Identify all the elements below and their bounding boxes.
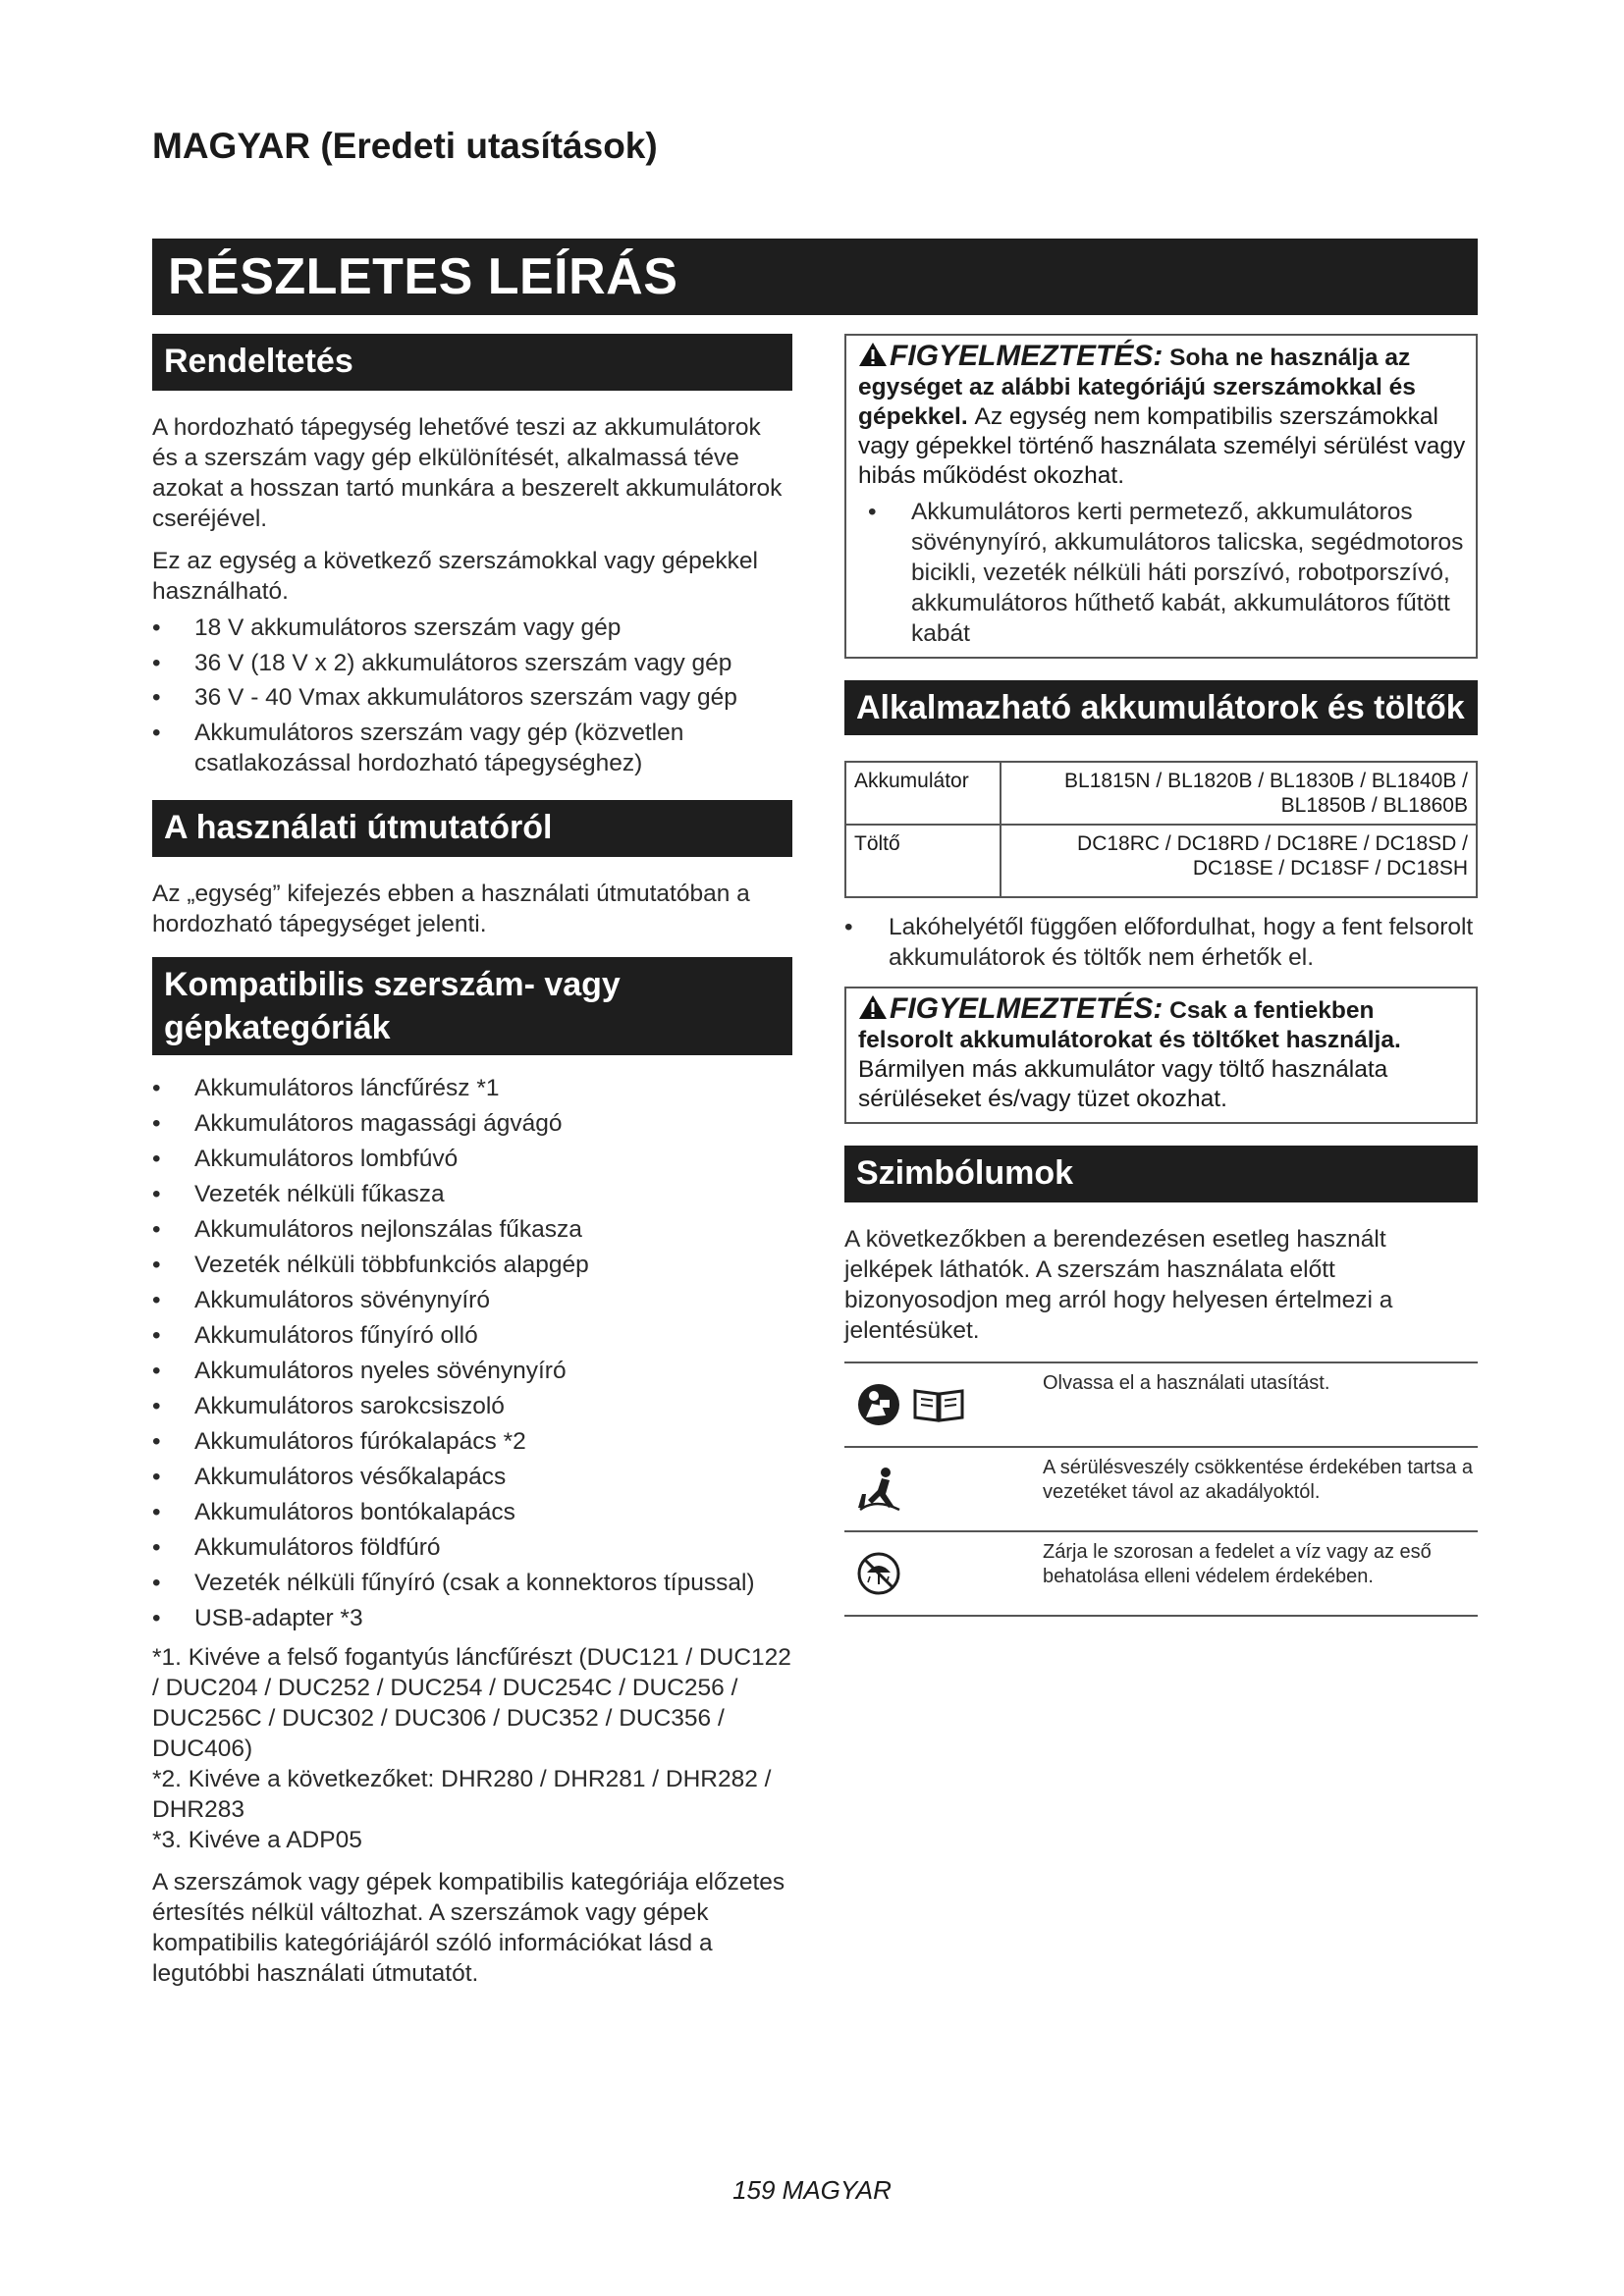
usable-tools-list bbox=[152, 613, 792, 778]
symbol-description: Olvassa el a használati utasítást. bbox=[1043, 1372, 1330, 1394]
warning-triangle-icon bbox=[858, 994, 888, 1020]
table-row bbox=[845, 762, 1477, 825]
page-language-title: MAGYAR (Eredeti utasítások) bbox=[152, 126, 658, 166]
list-item: • Akkumulátoros láncfűrész *1 bbox=[152, 1075, 500, 1102]
symbols-table bbox=[844, 1362, 1478, 1617]
symbol-icon-cell bbox=[844, 1448, 1043, 1530]
section-heading-utmutato: A használati útmutatóról bbox=[152, 800, 792, 857]
symbol-description: A sérülésveszély csökkentése érdekében tartsa a vezetéket távol az akadályoktól. bbox=[1043, 1457, 1474, 1503]
list-item: • Akkumulátoros vésőkalapács bbox=[152, 1464, 507, 1491]
rendeltetes-paragraph-1: A hordozható tápegység lehetővé teszi az akkumulátorok és a szerszám vagy gép elkülönítését, alkalmassá téve azokat a hosszan tartó munkára a beszerelt akkumulátorok cseréjével. bbox=[152, 414, 783, 532]
section-heading-rendeltetes: Rendeltetés bbox=[152, 334, 792, 391]
rendeltetes-paragraph-2: Ez az egység a következő szerszámokkal vagy gépekkel használható. bbox=[152, 548, 758, 605]
symbol-icon-cell bbox=[844, 1363, 1043, 1446]
list-item: • Akkumulátoros magassági ágvágó bbox=[152, 1110, 563, 1138]
footnote-2: *2. Kivéve a következőket: DHR280 / DHR281 / DHR282 / DHR283 bbox=[152, 1766, 772, 1824]
warning-label: FIGYELMEZTETÉS: bbox=[890, 992, 1164, 1025]
trip-hazard-icon bbox=[856, 1465, 901, 1514]
list-item: • Akkumulátoros sarokcsiszoló bbox=[152, 1393, 505, 1420]
table-cell-value: BL1815N / BL1820B / BL1830B / BL1840B / BL1850B / BL1860B bbox=[1001, 762, 1477, 825]
right-column bbox=[844, 334, 1478, 1617]
warning-heading bbox=[858, 342, 1466, 491]
list-item: • USB-adapter *3 bbox=[152, 1605, 363, 1632]
table-cell-label: Töltő bbox=[845, 825, 1001, 897]
list-item: • Akkumulátoros bontókalapács bbox=[152, 1499, 515, 1526]
table-row bbox=[844, 1532, 1478, 1617]
symbol-icon-cell bbox=[844, 1532, 1043, 1615]
table-cell-label: Akkumulátor bbox=[845, 762, 1001, 825]
list-item: • Akkumulátoros kerti permetező, akkumulátoros sövénynyíró, akkumulátoros talicska, segédmotoros bicikli, vezeték nélküli háti porszívó, robotporszívó, akkumulátoros hűthető kabát, akkumulátoros fűtött kabát bbox=[868, 499, 1464, 647]
list-item: • Vezeték nélküli fűkasza bbox=[152, 1181, 445, 1208]
no-rain-icon bbox=[856, 1551, 901, 1596]
page-number: 159 MAGYAR bbox=[732, 2175, 892, 2205]
read-manual-icon bbox=[856, 1382, 901, 1427]
availability-note-list bbox=[844, 912, 1478, 973]
symbols-intro: A következőkben a berendezésen esetleg használt jelképek láthatók. A szerszám használata előtt bizonyosodjon meg arról hogy helyesen értelmezi a jelentésüket. bbox=[844, 1226, 1393, 1344]
warning-triangle-icon bbox=[858, 342, 888, 367]
footnote-3: *3. Kivéve a ADP05 bbox=[152, 1827, 362, 1854]
list-item: • 18 V akkumulátoros szerszám vagy gép bbox=[152, 614, 622, 641]
list-item: • Vezeték nélküli fűnyíró (csak a konnektoros típussal) bbox=[152, 1570, 755, 1597]
open-book-icon bbox=[911, 1385, 966, 1424]
section-heading-kompatibilis: Kompatibilis szerszám- vagy gépkategóriák bbox=[152, 957, 792, 1055]
section-heading-akkumulatorok: Alkalmazható akkumulátorok és töltők bbox=[844, 680, 1478, 735]
list-item: • Akkumulátoros földfúró bbox=[152, 1534, 441, 1562]
warning-box-incompatible bbox=[844, 334, 1478, 659]
list-item: • Akkumulátoros sövénynyíró bbox=[152, 1287, 490, 1314]
symbol-description: Zárja le szorosan a fedelet a víz vagy az eső behatolása elleni védelem érdekében. bbox=[1043, 1541, 1432, 1587]
table-cell-value: DC18RC / DC18RD / DC18RE / DC18SD / DC18SE / DC18SF / DC18SH bbox=[1001, 825, 1477, 897]
main-banner-title: RÉSZLETES LEÍRÁS bbox=[152, 239, 1478, 315]
battery-charger-table bbox=[844, 761, 1478, 898]
compatible-tools-list bbox=[152, 1073, 792, 1633]
list-item: • Akkumulátoros fúrókalapács *2 bbox=[152, 1428, 526, 1456]
list-item: • Akkumulátoros nejlonszálas fűkasza bbox=[152, 1216, 582, 1244]
warning-bold-text: Csak a fentiekben felsorolt akkumulátorokat és töltőket használja. bbox=[858, 997, 1401, 1053]
warning-box-batteries bbox=[844, 987, 1478, 1124]
list-item: • Lakóhelyétől függően előfordulhat, hogy a fent felsorolt akkumulátorok és töltők nem érhetők el. bbox=[844, 914, 1474, 971]
list-item: • Akkumulátoros lombfúvó bbox=[152, 1146, 459, 1173]
list-item: • 36 V - 40 Vmax akkumulátoros szerszám vagy gép bbox=[152, 684, 737, 712]
table-row bbox=[844, 1363, 1478, 1448]
warning-text: Az egység nem kompatibilis szerszámokkal vagy gépekkel történő használata személyi sérülést vagy hibás működést okozhat. bbox=[858, 403, 1466, 489]
list-item: • 36 V (18 V x 2) akkumulátoros szerszám vagy gép bbox=[152, 649, 732, 676]
list-item: • Akkumulátoros szerszám vagy gép (közvetlen csatlakozással hordozható tápegységhez) bbox=[152, 719, 684, 776]
warning-label: FIGYELMEZTETÉS: bbox=[890, 340, 1164, 372]
footnote-1: *1. Kivéve a felső fogantyús láncfűrészt (DUC121 / DUC122 / DUC204 / DUC252 / DUC254 / DUC254C / DUC256 / DUC256C / DUC302 / DUC306 / DUC352 / DUC356 / DUC406) bbox=[152, 1644, 791, 1763]
compatibility-notice: A szerszámok vagy gépek kompatibilis kategóriája előzetes értesítés nélkül változhat. A szerszámok vagy gépek kompatibilis kategóriájáról szóló információkat lásd a legutóbbi használati útmutatót. bbox=[152, 1869, 785, 1988]
table-row bbox=[845, 825, 1477, 897]
list-item: • Akkumulátoros fűnyíró olló bbox=[152, 1322, 478, 1350]
incompatible-tools-list bbox=[858, 497, 1466, 649]
utmutato-paragraph: Az „egység” kifejezés ebben a használati útmutatóban a hordozható tápegységet jelenti. bbox=[152, 881, 750, 938]
list-item: • Akkumulátoros nyeles sövénynyíró bbox=[152, 1358, 567, 1385]
warning-bold-text: Soha ne használja az egységet az alábbi kategóriájú szerszámokkal és gépekkel. bbox=[858, 345, 1416, 430]
list-item: • Vezeték nélküli többfunkciós alapgép bbox=[152, 1252, 589, 1279]
left-column bbox=[152, 334, 792, 1989]
warning-text: Bármilyen más akkumulátor vagy töltő használata sérüléseket és/vagy tüzet okozhat. bbox=[858, 1056, 1388, 1112]
section-heading-szimbolumok: Szimbólumok bbox=[844, 1146, 1478, 1202]
table-row bbox=[844, 1448, 1478, 1532]
warning-heading bbox=[858, 994, 1466, 1114]
